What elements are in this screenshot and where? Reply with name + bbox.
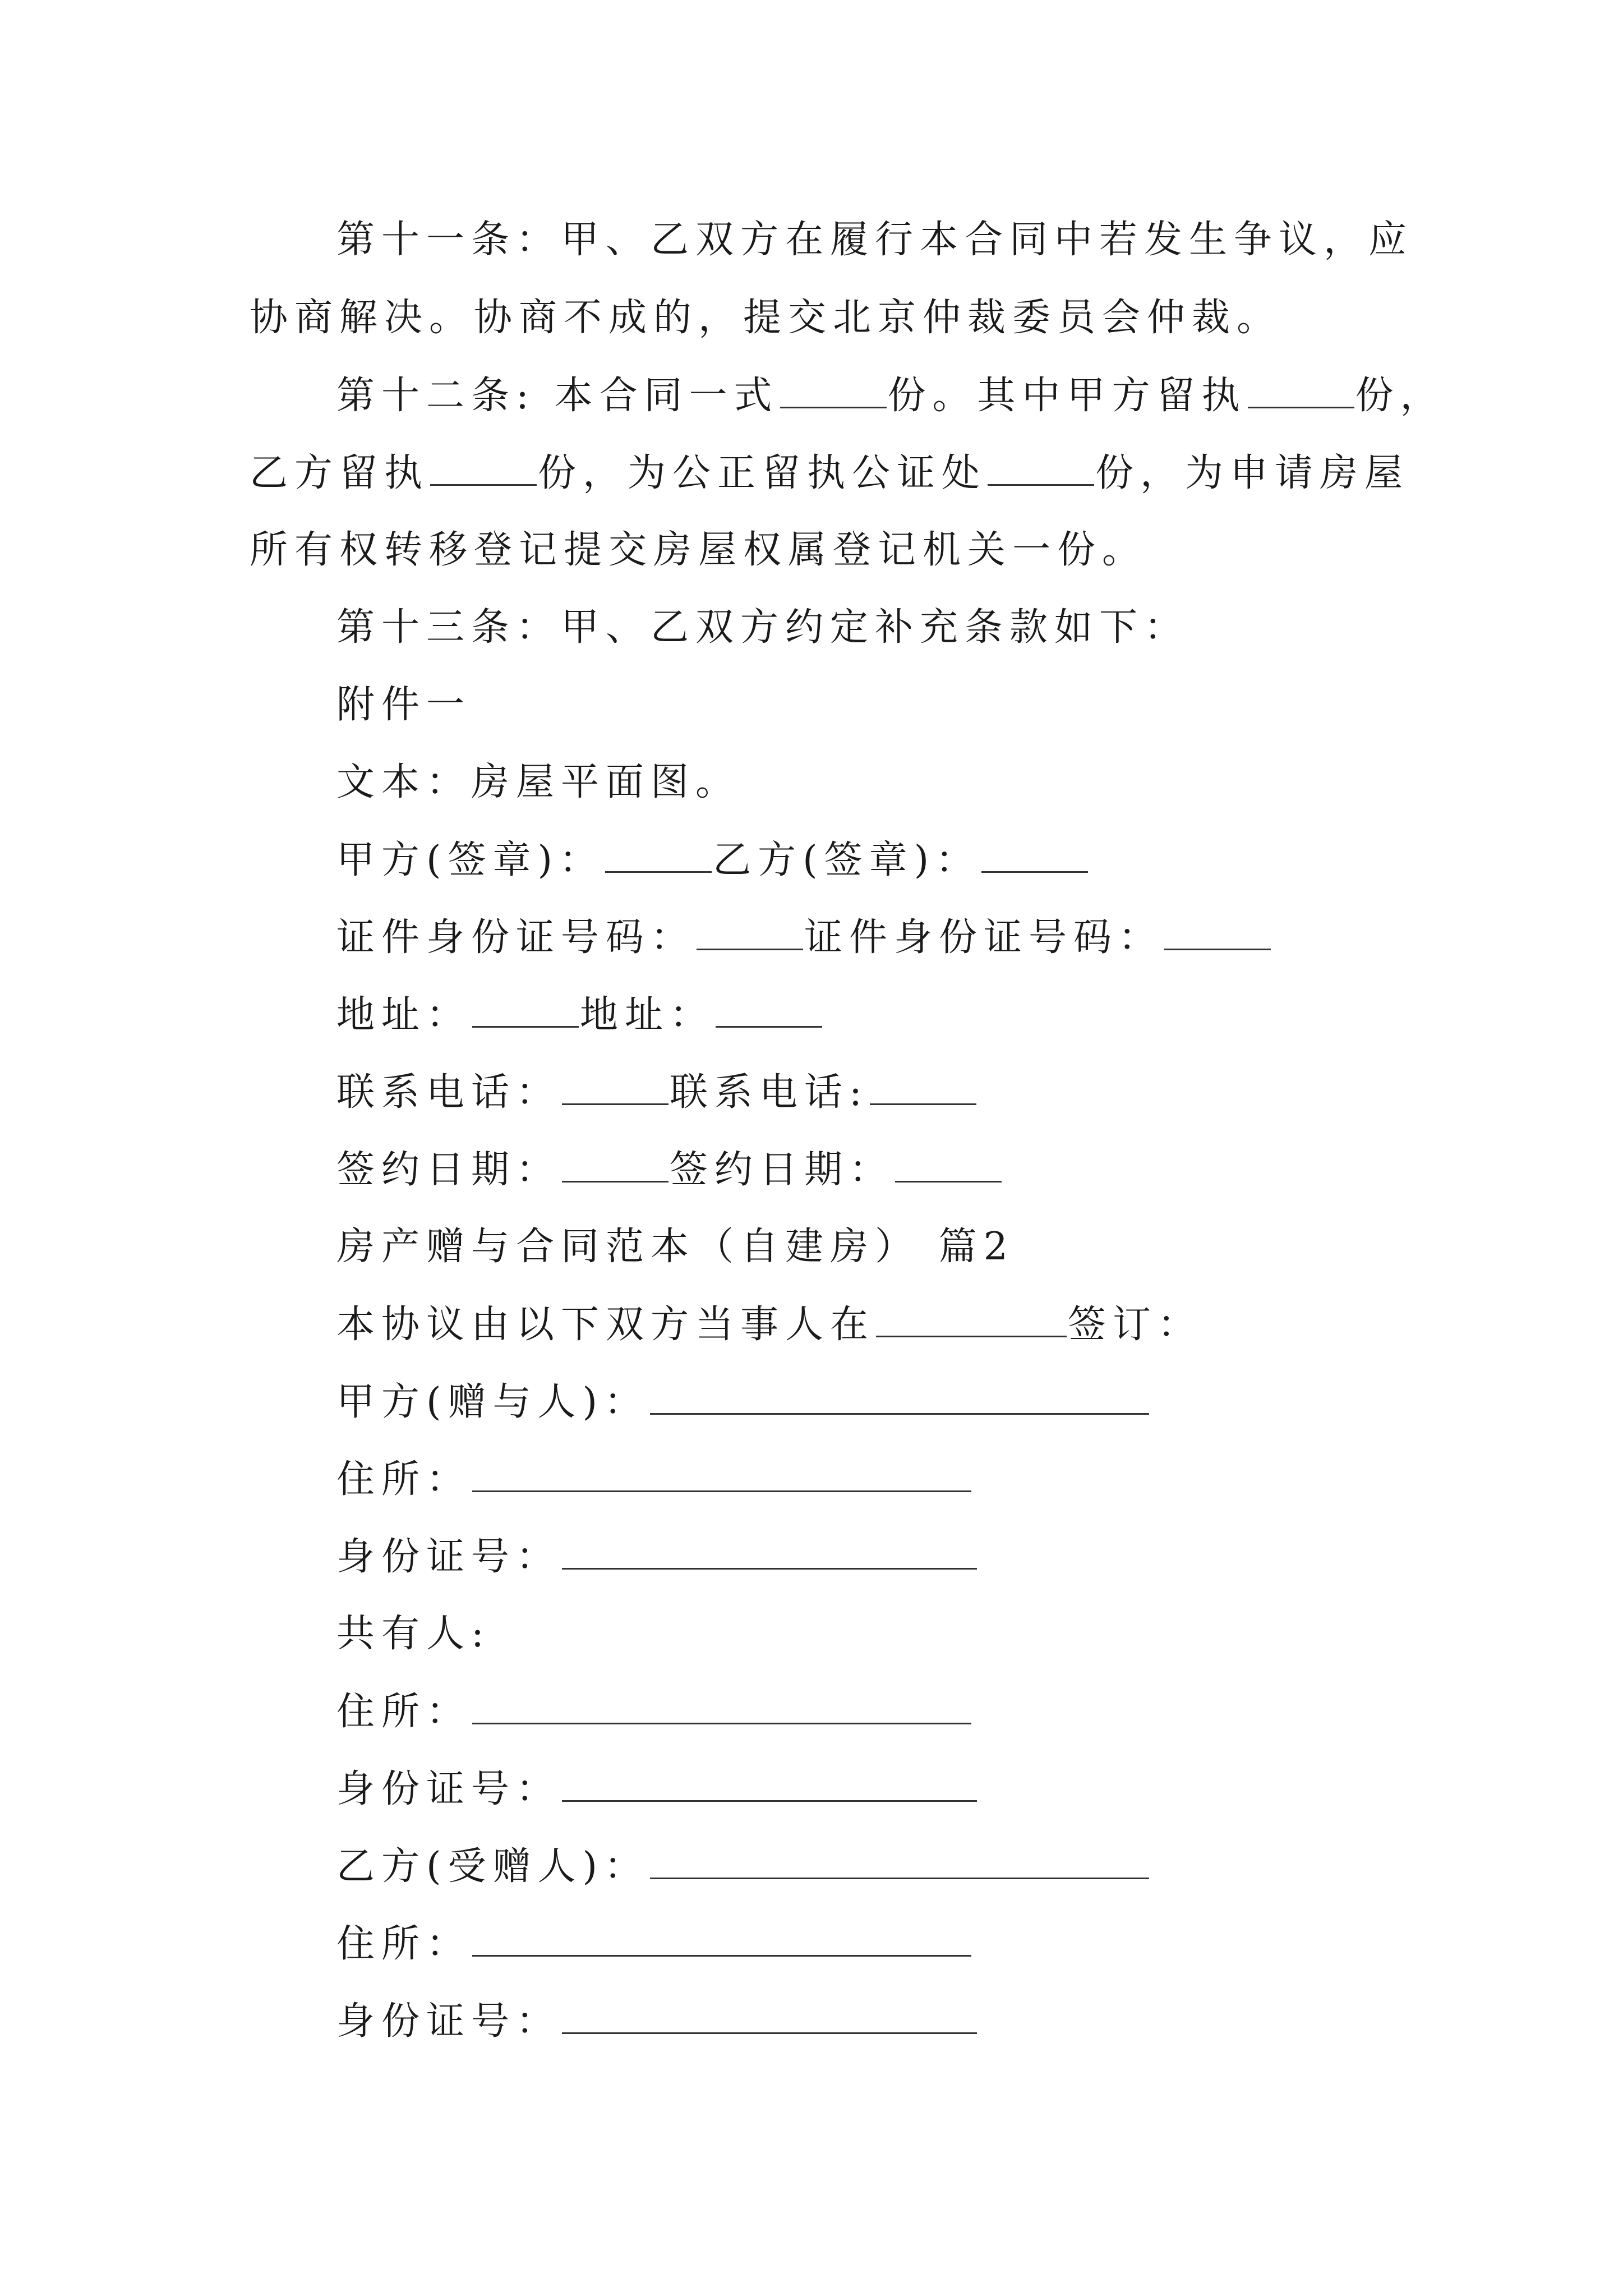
coowner-line [336, 1612, 491, 1657]
residence-line-2 [336, 1689, 972, 1734]
residence-line-1 [336, 1457, 972, 1502]
address-line [336, 992, 823, 1038]
article-12-text-2b: 份，为公正留执公证处 [538, 451, 987, 495]
article-12-line-3 [250, 528, 1147, 573]
party-b-address-blank [716, 992, 822, 1028]
article-12-text-2c: 份，为申请房屋 [1095, 451, 1410, 495]
article-12-text-3: 所有权转移登记提交房屋权属登记机关一份。 [250, 528, 1147, 572]
phone-line [336, 1070, 978, 1115]
copies-total-blank [780, 373, 887, 408]
party-a-id-blank [697, 915, 803, 950]
article-11-line-1 [336, 218, 1413, 263]
donee-blank [650, 1844, 1149, 1879]
coowner-residence-label: 住所： [336, 1690, 472, 1734]
donee-label: 乙方(受赠人)： [336, 1844, 649, 1889]
party-b-date-blank [895, 1147, 1002, 1182]
party-a-date-label: 签约日期： [336, 1148, 561, 1192]
donor-blank [650, 1379, 1149, 1415]
signing-place-blank [876, 1302, 1067, 1337]
donee-id-label: 身份证号： [336, 1999, 561, 2044]
date-line [336, 1147, 1003, 1193]
attachment-line [336, 683, 471, 728]
party-b-id-blank [1164, 915, 1271, 950]
article-13-text: 第十三条：甲、乙双方约定补充条款如下： [336, 605, 1189, 650]
party-a-id-label: 证件身份证号码： [336, 915, 696, 960]
donor-id-blank [562, 1534, 977, 1570]
party-b-signature-blank [981, 838, 1088, 873]
party-b-date-label: 签约日期： [670, 1148, 895, 1192]
signature-line [336, 838, 1089, 883]
article-12-text-1b: 份。其中甲方留执 [887, 374, 1247, 418]
article-12-text-2a: 乙方留执 [250, 451, 430, 495]
party-b-signature-label: 乙方(签章)： [713, 838, 981, 882]
article-12-line-1 [336, 373, 1445, 418]
intro-line [336, 1302, 1202, 1347]
copies-party-a-blank [1248, 373, 1354, 408]
coowner-id-label: 身份证号： [336, 1767, 561, 1811]
coowner-label: 共有人: [336, 1612, 491, 1656]
donor-id-label: 身份证号： [336, 1535, 561, 1579]
party-b-phone-label: 联系电话: [670, 1070, 869, 1115]
donee-residence-label: 住所： [336, 1922, 472, 1966]
intro-text-b: 签订： [1068, 1303, 1203, 1347]
party-a-address-label: 地址： [336, 993, 472, 1037]
party-b-id-label: 证件身份证号码： [804, 915, 1164, 960]
party-b-address-label: 地址： [580, 993, 715, 1037]
donee-residence-blank [472, 1921, 971, 1957]
party-a-address-blank [472, 992, 579, 1028]
text-plan: 文本：房屋平面图。 [336, 760, 741, 804]
article-11-text-2: 协商解决。协商不成的，提交北京仲裁委员会仲裁。 [250, 296, 1282, 340]
article-11-text-1: 第十一条：甲、乙双方在履行本合同中若发生争议，应 [336, 218, 1414, 262]
copies-notary-blank [988, 450, 1094, 486]
copies-party-b-blank [430, 450, 537, 486]
party-a-signature-blank [605, 838, 712, 873]
residence-line-3 [336, 1921, 972, 1967]
donor-residence-label: 住所： [336, 1457, 472, 1502]
party-a-phone-blank [562, 1070, 668, 1105]
donor-label: 甲方(赠与人)： [336, 1380, 649, 1424]
party-a-signature-label: 甲方(签章)： [336, 838, 605, 882]
party-a-phone-label: 联系电话： [336, 1070, 561, 1115]
coowner-residence-blank [472, 1689, 971, 1724]
donee-line [336, 1844, 1150, 1889]
donor-residence-blank [472, 1457, 971, 1492]
article-11-line-2 [250, 296, 1281, 341]
section-2-title: 房产赠与合同范本（自建房） 篇2 [336, 1225, 1015, 1269]
article-12-text-1a: 第十二条: 本合同一式 [336, 374, 779, 418]
donee-id-blank [562, 1999, 977, 2034]
coowner-id-blank [562, 1766, 977, 1802]
idnum-line-2 [336, 1766, 978, 1812]
section-2-title-line [336, 1225, 1015, 1269]
intro-text-a: 本协议由以下双方当事人在 [336, 1303, 875, 1347]
donor-line [336, 1379, 1150, 1425]
article-12-line-2 [250, 450, 1409, 496]
party-a-date-blank [562, 1147, 668, 1182]
attachment-heading: 附件一 [336, 683, 472, 727]
party-b-phone-blank [870, 1070, 976, 1105]
id-number-line [336, 915, 1272, 960]
article-13-line [336, 605, 1189, 650]
idnum-line-3 [336, 1999, 978, 2044]
text-plan-line [336, 760, 740, 805]
article-12-text-1c: 份， [1355, 374, 1445, 418]
idnum-line-1 [336, 1534, 978, 1580]
